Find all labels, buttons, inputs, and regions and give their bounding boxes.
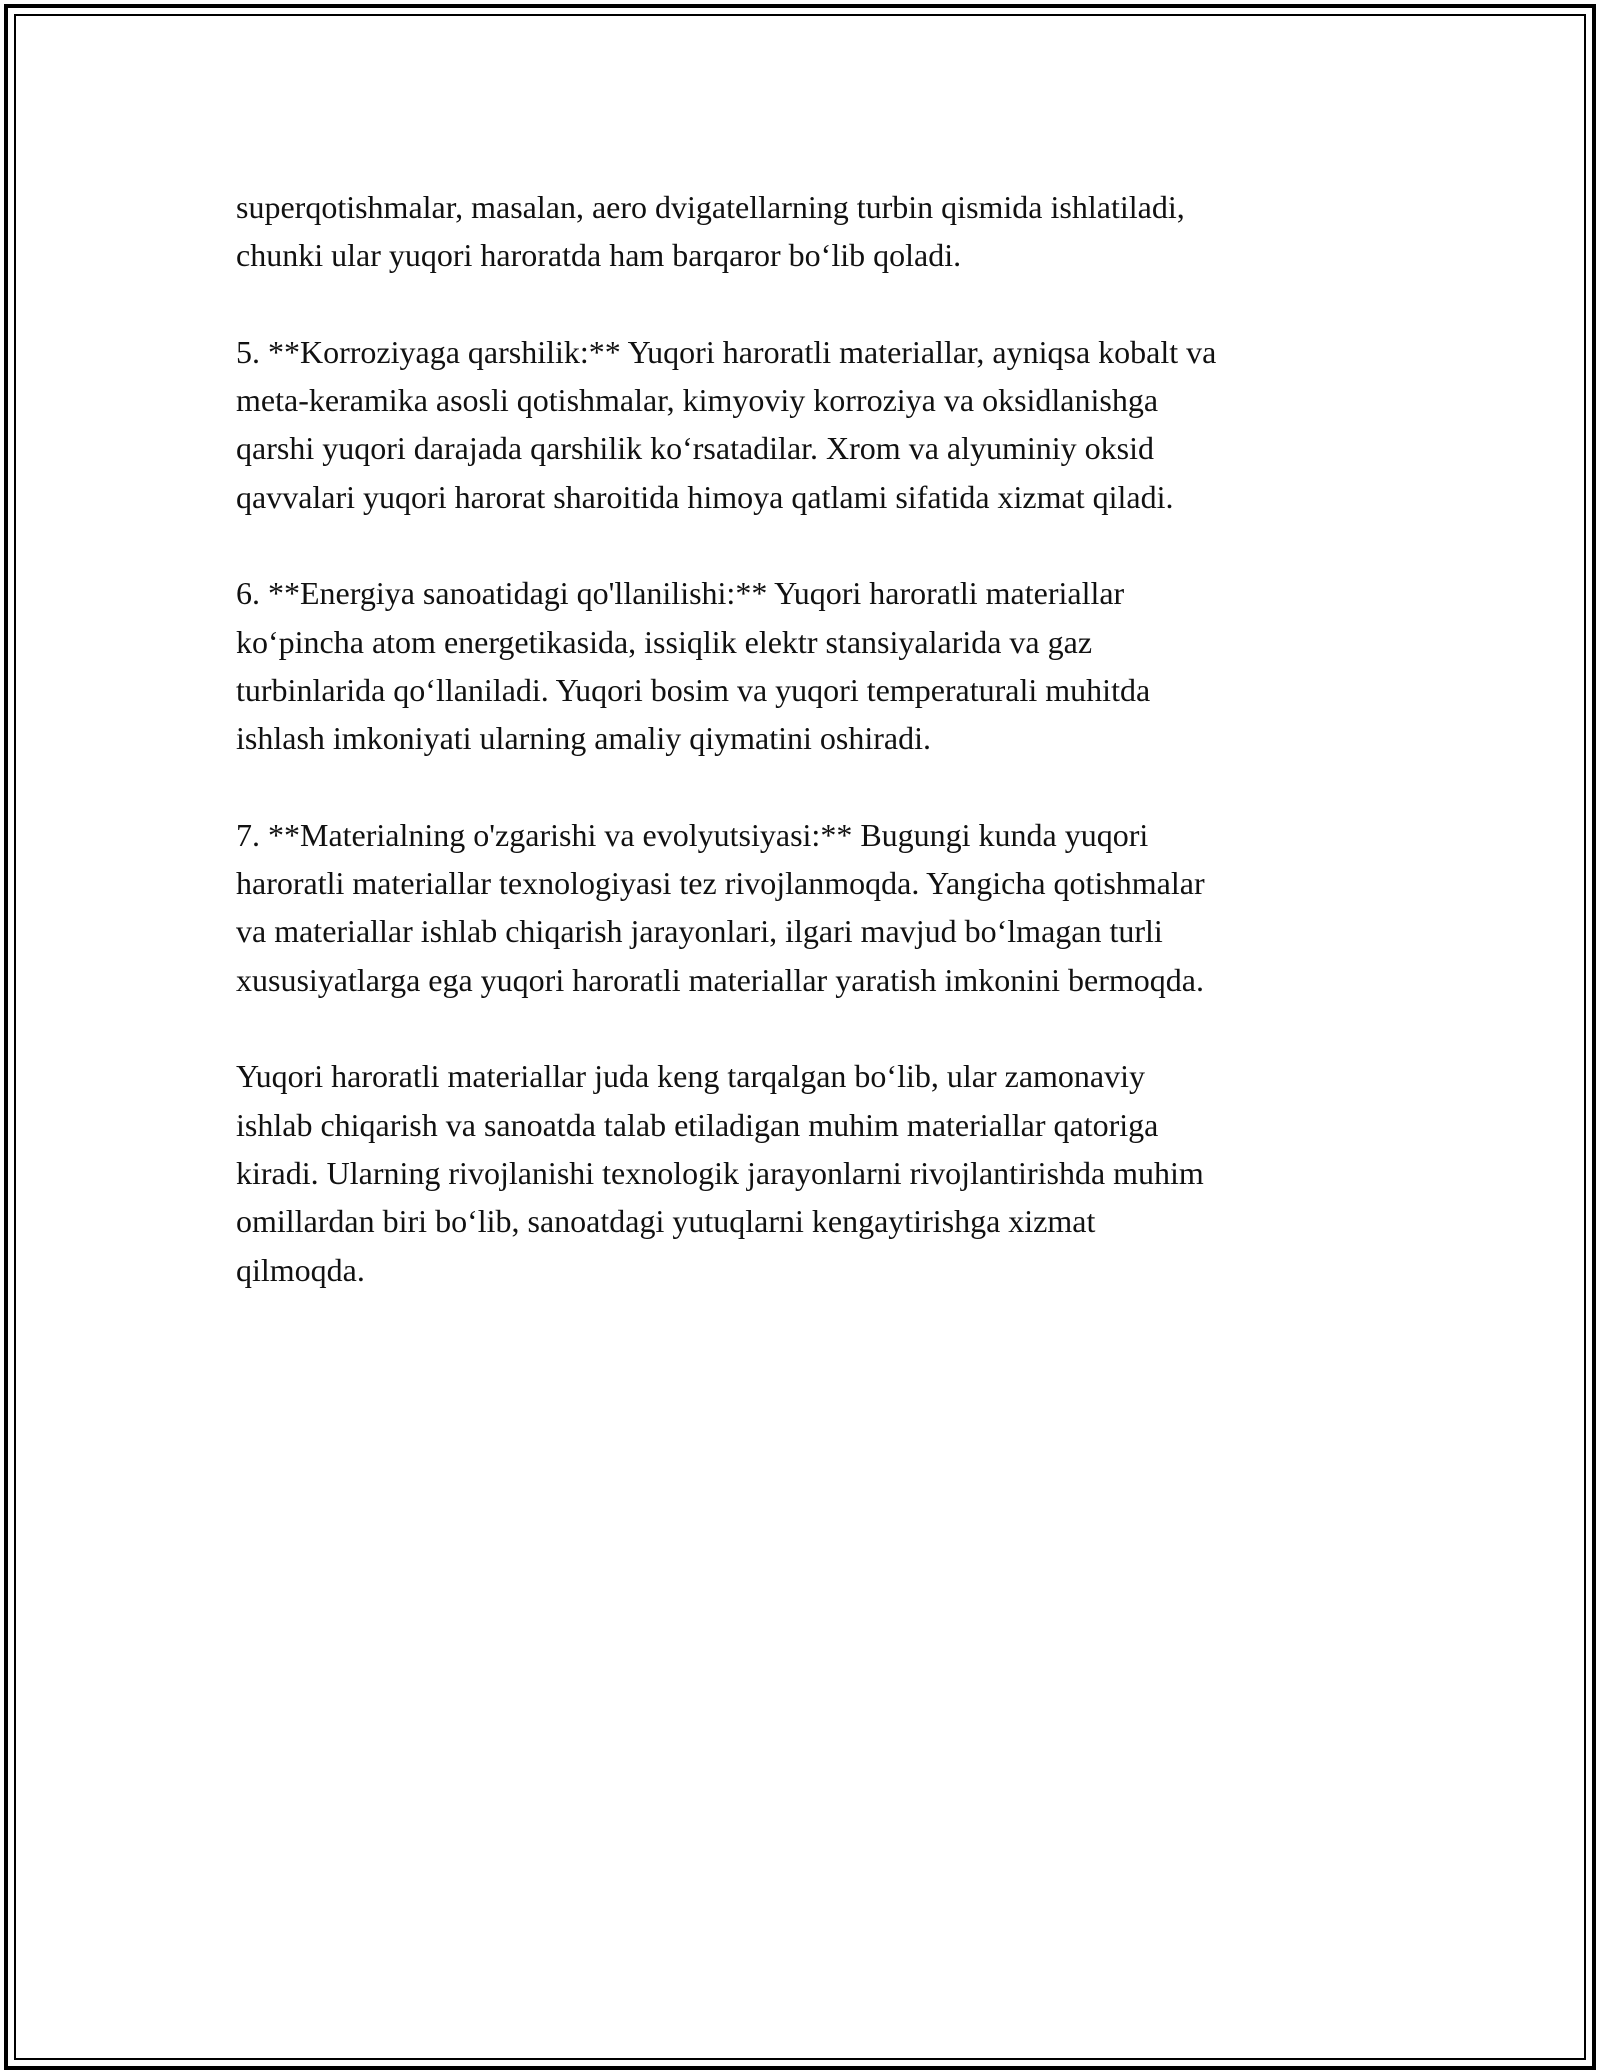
paragraph-material-evolution: 7. **Materialning o'zgarishi va evolyutsiyasi:** Bugungi kunda yuqori haroratli materiallar texnologiyasi tez rivojlanmoqda. Yangicha qotishmalar va materiallar ishlab chiqarish jarayonlari, ilgari mavjud bo‘lmagan turli xususiyatlarga ega yuqori haroratli materiallar yaratish imkonini bermoqda.	[236, 816, 1205, 998]
paragraph-corrosion-resistance: 5. **Korroziyaga qarshilik:** Yuqori haroratli materiallar, ayniqsa kobalt va meta-keramika asosli qotishmalar, kimyoviy korroziya va oksidlanishga qarshi yuqori darajada qarshilik ko‘rsatadilar. Xrom va alyuminiy oksid qavvalari yuqori harorat sharoitida himoya qatlami sifatida xizmat qiladi.	[236, 333, 1217, 515]
paragraph-energy-applications: 6. **Energiya sanoatidagi qo'llanilishi:** Yuqori haroratli materiallar ko‘pincha atom energetikasida, issiqlik elektr stansiyalarida va gaz turbinlarida qo‘llaniladi. Yuqori bosim va yuqori temperaturali muhitda ishlash imkoniyati ularning amaliy qiymatini oshiradi.	[236, 575, 1151, 757]
paragraph-superalloys-continuation: superqotishmalar, masalan, aero dvigatellarning turbin qismida ishlatiladi, chunki ular yuqori haroratda ham barqaror bo‘lib qoladi.	[236, 189, 1185, 274]
paragraph-conclusion: Yuqori haroratli materiallar juda keng tarqalgan bo‘lib, ular zamonaviy ishlab chiqarish va sanoatda talab etiladigan muhim materiallar qatoriga kiradi. Ularning rivojlanishi texnologik jarayonlarni rivojlantirishda muhim omillardan biri bo‘lib, sanoatdagi yutuqlarni kengaytirishga xizmat qilmoqda.	[236, 1058, 1204, 1288]
document-body	[236, 183, 1396, 1342]
